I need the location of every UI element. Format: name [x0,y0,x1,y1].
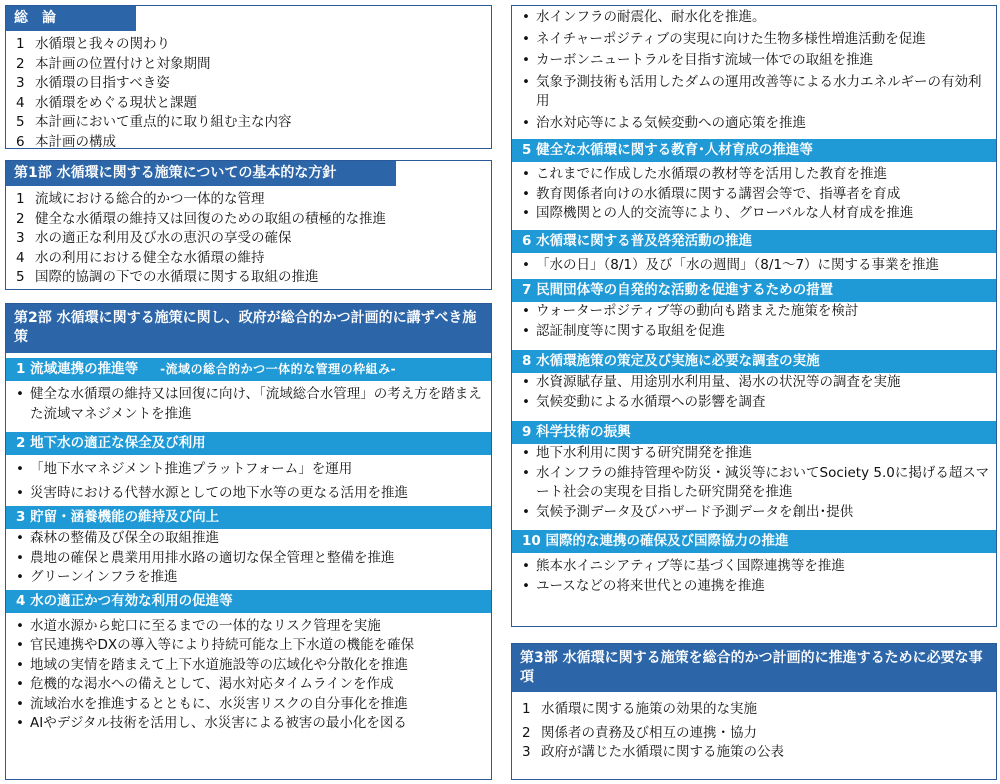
section-header: 6 水循環に関する普及啓発活動の推進 [512,230,996,253]
bullet-item: • 水インフラの耐震化、耐水化を推進。 [512,8,996,28]
bullet-item: • ユースなどの将来世代との連携を推進 [512,577,996,597]
list-item: 1 水循環に関する施策の効果的な実施 [522,701,757,717]
bullet-item: • 気候変動による水循環への影響を調査 [512,393,996,413]
list-item: 5 国際的協調の下での水循環に関する取組の推進 [16,269,319,285]
overview-list [6,35,491,152]
bullet-item: • 治水対応等による気候変動への適応策を推進 [512,114,996,134]
bullet-item: • ウォーターポジティブ等の動向も踏まえた施策を検討 [512,302,996,322]
section-header: 1 流域連携の推進等 -流域の総合的かつ一体的な管理の枠組み- [6,358,491,381]
overview-box [5,5,492,149]
bullet-item: • 気象予測技術も活用したダムの運用改善等による水力エネルギーの有効利用 [512,73,996,112]
bullet-item: • 農地の確保と農業用用排水路の適切な保全管理と整備を推進 [6,549,491,569]
bullet-item: • これまでに作成した水循環の教材等を活用した教育を推進 [512,165,996,185]
section-header: 4 水の適正かつ有効な利用の促進等 [6,590,491,613]
bullet-item: • 気候予測データ及びハザード予測データを創出･提供 [512,503,996,523]
bullet-item: • 流域治水を推進するとともに、水災害リスクの自分事化を推進 [6,695,491,715]
bullet-item: • 水道水源から蛇口に至るまでの一体的なリスク管理を実施 [6,617,491,637]
part3-title: 第3部 水循環に関する施策を総合的かつ計画的に推進するために必要な事項 [512,644,996,692]
bullet-item: • 水資源賦存量、用途別水利用量、渇水の状況等の調査を実施 [512,373,996,393]
part2-title: 第2部 水循環に関する施策に関し、政府が総合的かつ計画的に講ずべき施策 [6,304,491,353]
bullet-item: • 危機的な渇水への備えとして、渇水対応タイムラインを作成 [6,675,491,695]
list-item: 2 関係者の責務及び相互の連携・協力 [522,724,757,741]
bullet-item: • 教育関係者向けの水循環に関する講習会等で、指導者を育成 [512,185,996,205]
list-item: 3 政府が講じた水循環に関する施策の公表 [522,744,784,760]
part3-box [511,643,997,780]
bullet-item: • 認証制度等に関する取組を促進 [512,322,996,342]
list-item: 1 水循環と我々の関わり [16,36,170,52]
bullet-item: • AIやデジタル技術を活用し、水災害による被害の最小化を図る [6,714,491,734]
section-header: 10 国際的な連携の確保及び国際協力の推進 [512,530,996,553]
section-header: 2 地下水の適正な保全及び利用 [6,432,491,455]
list-item: 2 本計画の位置付けと対象期間 [16,55,211,72]
section-header: 5 健全な水循環に関する教育･人材育成の推進等 [512,139,996,162]
list-item: 5 本計画において重点的に取り組む主な内容 [16,114,292,130]
list-item: 1 流域における総合的かつ一体的な管理 [16,191,265,207]
list-item: 6 本計画の構成 [16,133,116,150]
bullet-item: • 災害時における代替水源としての地下水等の更なる活用を推進 [6,484,491,504]
bullet-item: • 熊本水イニシアティブ等に基づく国際連携等を推進 [512,557,996,577]
bullet-item: • グリーンインフラを推進 [6,568,491,588]
section-header: 7 民間団体等の自発的な活動を促進するための措置 [512,279,996,302]
section-header: 8 水循環施策の策定及び実施に必要な調査の実施 [512,350,996,373]
list-item: 3 水の適正な利用及び水の恵沢の享受の確保 [16,230,292,246]
list-item: 2 健全な水循環の維持又は回復のための取組の積極的な推進 [16,210,386,227]
part2-box [5,303,492,780]
bullet-item: • 官民連携やDXの導入等により持続可能な上下水道の機能を確保 [6,636,491,656]
part2-continuation-box [511,5,997,627]
bullet-item: • 「地下水マネジメント推進プラットフォーム」を運用 [6,460,491,480]
bullet-item: • 健全な水循環の維持又は回復に向け、「流域総合水管理」の考え方を踏まえた流域マネジメントを推進 [6,385,491,424]
bullet-item: • 森林の整備及び保全の取組推進 [6,529,491,549]
overview-title: 総 論 [6,6,136,31]
bullet-item: • 地下水利用に関する研究開発を推進 [512,444,996,464]
list-item: 3 水循環の目指すべき姿 [16,75,170,91]
bullet-item: • 水インフラの維持管理や防災・減災等においてSociety 5.0に掲げる超スマート社会の実現を目指した研究開発を推進 [512,464,996,503]
bullet-item: • 国際機関との人的交流等により、グローバルな人材育成を推進 [512,204,996,224]
bullet-item: • ネイチャーポジティブの実現に向けた生物多様性増進活動を促進 [512,30,996,50]
list-item: 4 水循環をめぐる現状と課題 [16,94,197,111]
bullet-item: • カーボンニュートラルを目指す流域一体での取組を推進 [512,51,996,71]
section-header: 9 科学技術の振興 [512,421,996,444]
bullet-item: • 「水の日」（8/1）及び「水の週間」（8/1～7）に関する事業を推進 [512,256,996,276]
bullet-item: • 地域の実情を踏まえて上下水道施設等の広域化や分散化を推進 [6,656,491,676]
part1-title: 第1部 水循環に関する施策についての基本的な方針 [6,161,396,186]
part1-box [5,160,492,290]
section-header: 3 貯留・涵養機能の維持及び向上 [6,506,491,529]
list-item: 4 水の利用における健全な水循環の維持 [16,249,265,266]
